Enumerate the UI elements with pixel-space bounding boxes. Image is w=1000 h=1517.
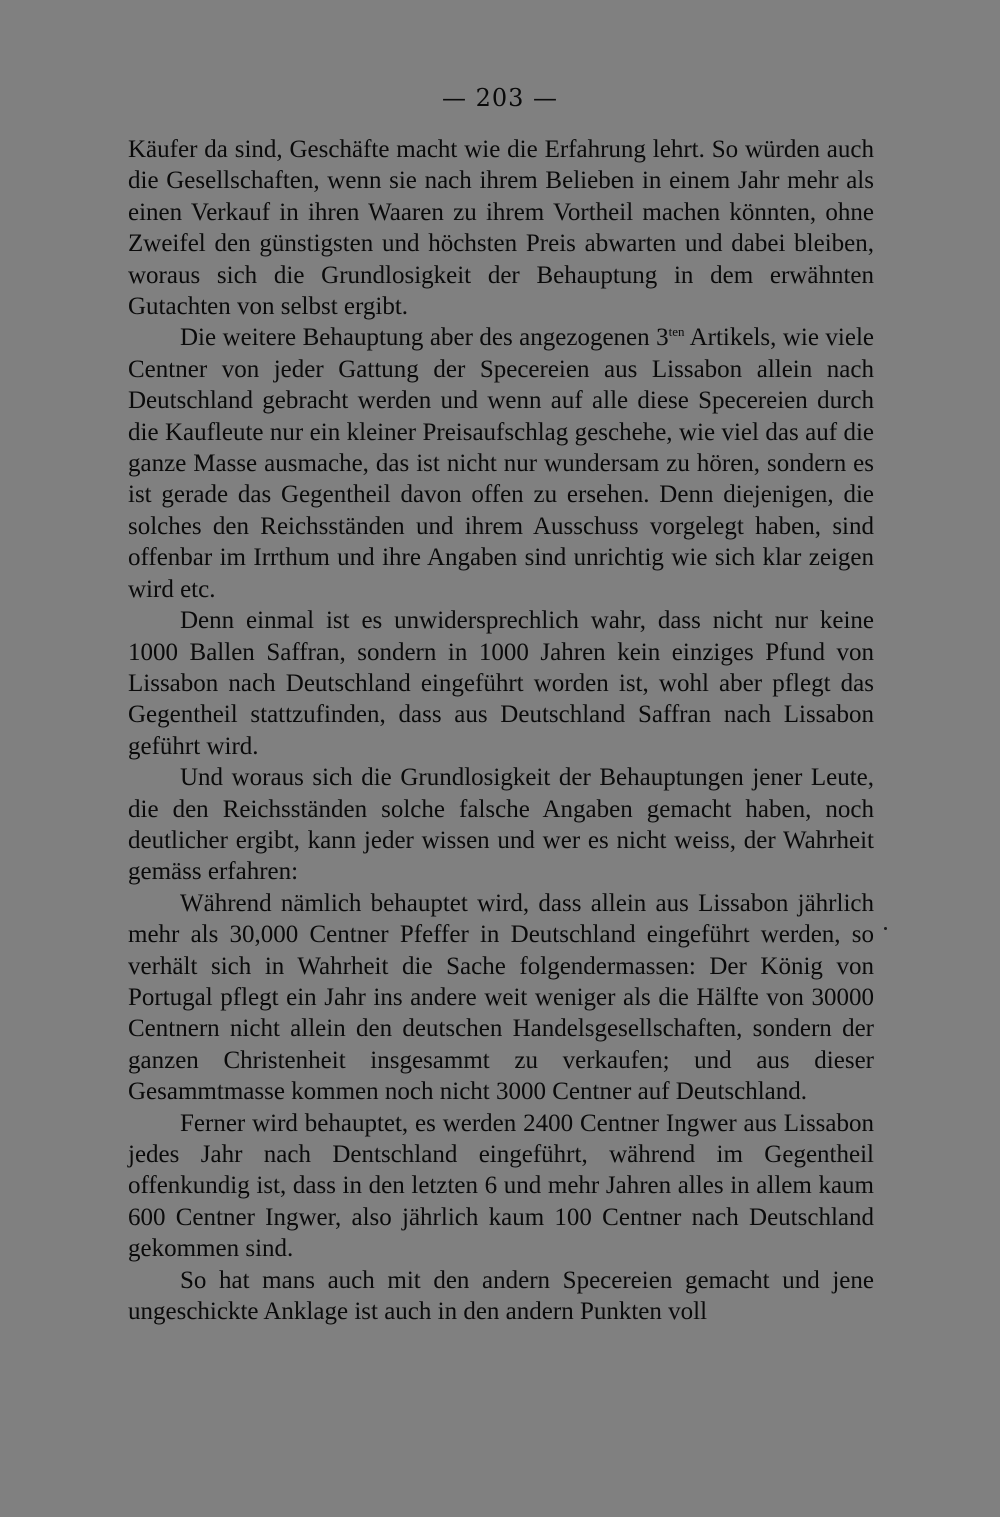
paragraph-1: Käufer da sind, Geschäfte macht wie die Erfahrung lehrt. So würden auch die Gesellschaften, wenn sie nach ihrem Belieben in einem Jahr mehr als einen Verkauf in ihren Waaren zu ihrem Vortheil machen könnten, ohne Zweifel den günstigsten und höchsten Preis abwarten und dabei bleiben, woraus sich die Grundlosigkeit der Behauptung in dem erwähnten Gutachten von selbst ergibt. [128, 136, 874, 321]
paragraph-4: Und woraus sich die Grundlosigkeit der Behauptungen jener Leute, die den Reichsständen solche falsche Angaben gemacht haben, noch deutlicher ergibt, kann jeder wissen und wer es nicht weiss, der Wahrheit gemäss erfahren: [128, 764, 874, 886]
paragraph-3: Denn einmal ist es unwidersprechlich wahr, dass nicht nur keine 1000 Ballen Saffran, sondern in 1000 Jahren kein einziges Pfund von Lissabon nach Deutschland eingeführt worden ist, wohl aber pflegt das Gegentheil stattzufinden, dass aus Deutschland Saffran nach Lissabon geführt wird. [128, 607, 874, 760]
paragraph-2-text-before: Die weitere Behauptung aber des angezogenen 3 [180, 324, 669, 352]
ordinal-superscript: ten [668, 324, 685, 340]
ink-speck [884, 927, 887, 930]
paragraph-2-text-after: Artikels, wie viele Centner von jeder Gattung der Specereien aus Lissabon allein nach Deutschland gebracht werden und wenn auf alle diese Specereien durch die Kaufleute nur ein kleiner Preisaufschlag geschehe, wie viel das auf die ganze Masse ausmache, das ist nicht nur wundersam zu hören, sondern es ist gerade das Gegentheil davon offen zu ersehen. Denn diejenigen, die solches den Reichsständen und ihrem Ausschuss vorgelegt haben, sind offenbar im Irrthum und ihre Angaben sind unrichtig wie sich klar zeigen wird etc. [128, 324, 874, 603]
page-number: — 203 — [441, 84, 559, 112]
body-text [128, 134, 874, 1327]
paragraph-7: So hat mans auch mit den andern Specereien gemacht und jene ungeschickte Anklage ist auch in den andern Punkten voll [128, 1266, 874, 1326]
paragraph-6: Ferner wird behauptet, es werden 2400 Centner Ingwer aus Lissabon jedes Jahr nach Dentschland eingeführt, während im Gegentheil offenkundig ist, dass in den letzten 6 und mehr Jahren alles in allem kaum 600 Centner Ingwer, also jährlich kaum 100 Centner nach Deutschland gekommen sind. [128, 1109, 874, 1263]
paragraph-2 [128, 322, 874, 605]
paragraph-5: Während nämlich behauptet wird, dass allein aus Lissabon jährlich mehr als 30,000 Centner Pfeffer in Deutschland eingeführt werden, so verhält sich in Wahrheit die Sache folgendermassen: Der König von Portugal pflegt ein Jahr ins andere weit weniger als die Hälfte von 30000 Centnern nicht allein den deutschen Handelsgesellschaften, sondern der ganzen Christenheit insgesammt zu verkaufen; und aus dieser Gesammtmasse kommen noch nicht 3000 Centner auf Deutschland. [128, 889, 874, 1106]
